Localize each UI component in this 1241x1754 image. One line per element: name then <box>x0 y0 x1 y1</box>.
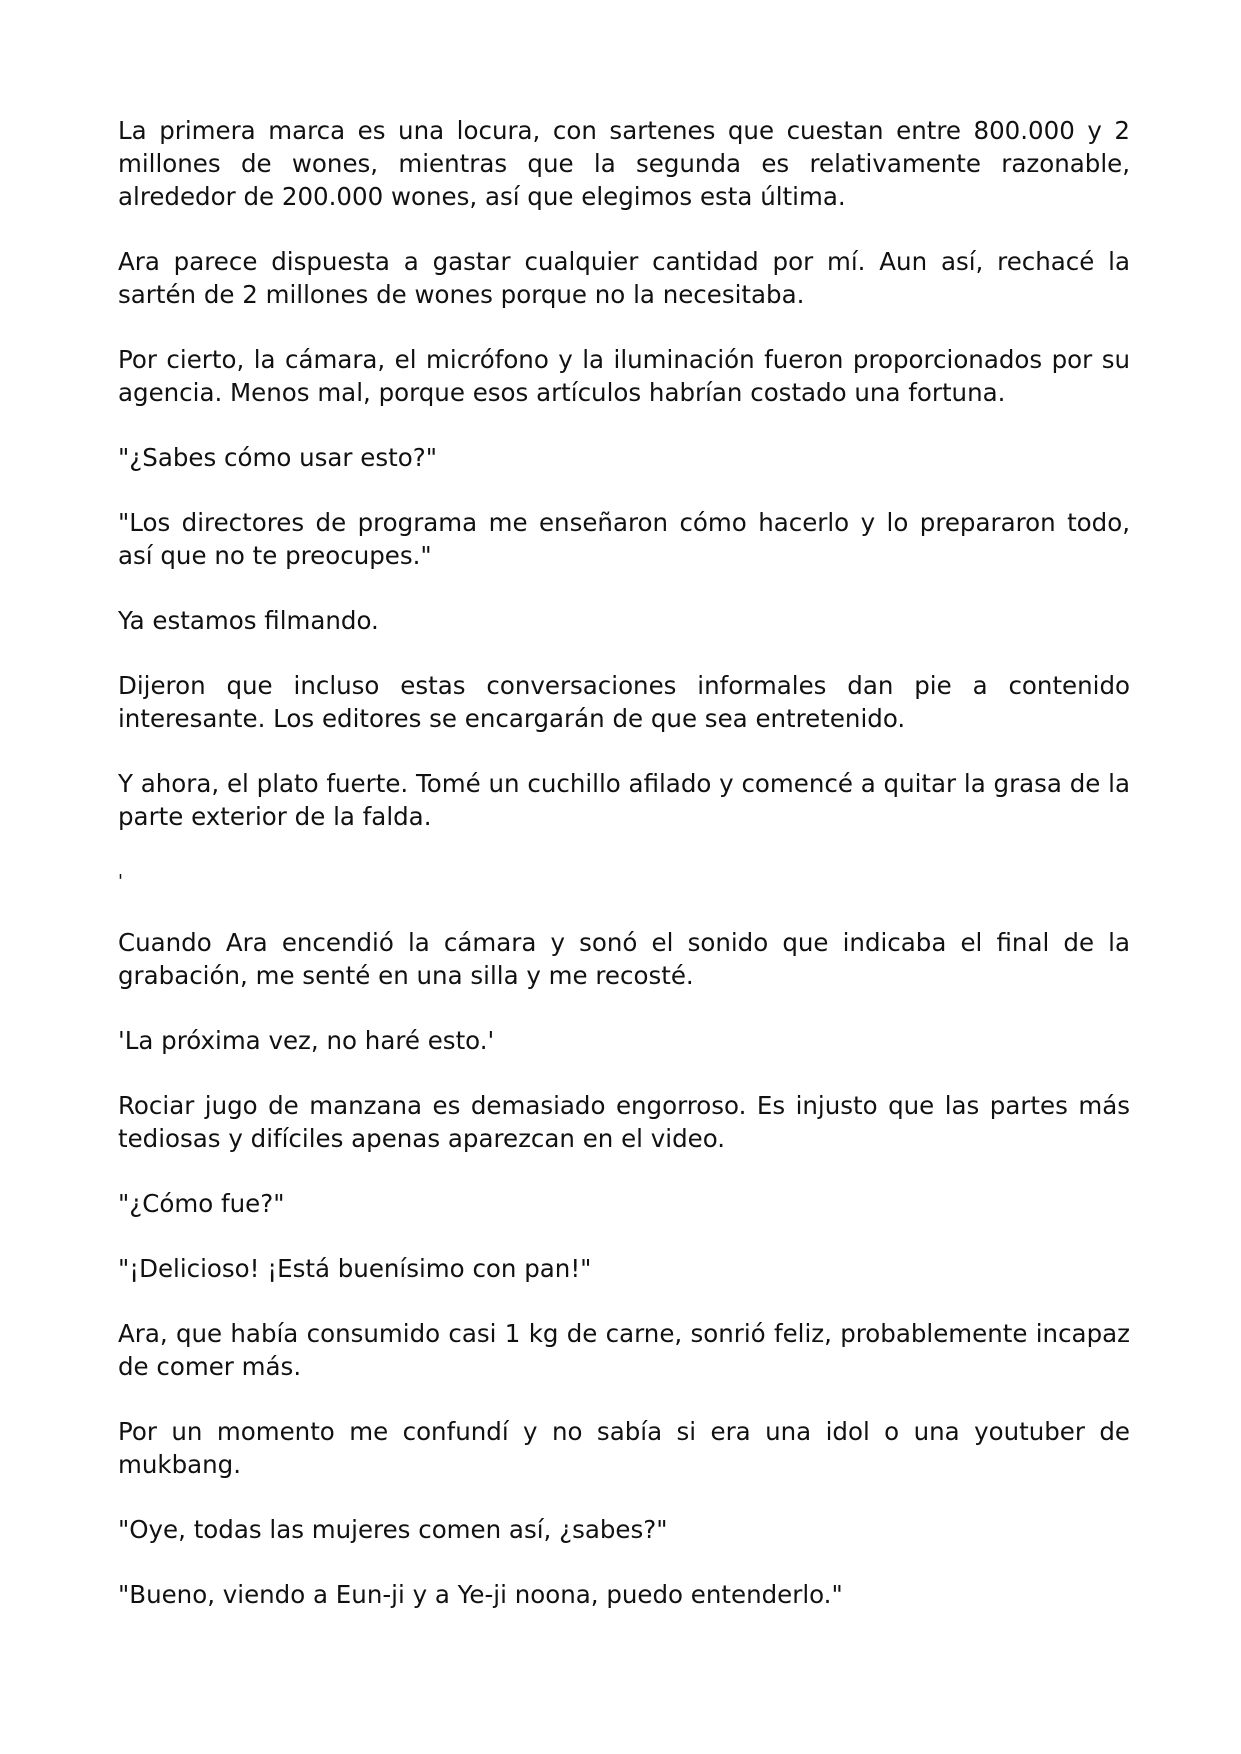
paragraph-4: "¿Sabes cómo usar esto?" <box>118 443 437 472</box>
paragraph-6: Ya estamos filmando. <box>118 606 379 635</box>
paragraph-17: "Oye, todas las mujeres comen así, ¿sabes?" <box>118 1515 668 1544</box>
paragraph-10: Cuando Ara encendió la cámara y sonó el sonido que indicaba el final de la grabación, me senté en una silla y me recosté. <box>118 928 1130 990</box>
paragraph-11: 'La próxima vez, no haré esto.' <box>118 1026 495 1055</box>
paragraph-7: Dijeron que incluso estas conversaciones informales dan pie a contenido interesante. Los editores se encargarán de que sea entretenido. <box>118 671 1130 733</box>
paragraph-12: Rociar jugo de manzana es demasiado engorroso. Es injusto que las partes más tediosas y difíciles apenas aparezcan en el video. <box>118 1091 1130 1153</box>
paragraph-8: Y ahora, el plato fuerte. Tomé un cuchillo afilado y comencé a quitar la grasa de la parte exterior de la falda. <box>118 769 1130 831</box>
paragraph-18: "Bueno, viendo a Eun-ji y a Ye-ji noona, puedo entenderlo." <box>118 1580 843 1609</box>
paragraph-5: "Los directores de programa me enseñaron cómo hacerlo y lo prepararon todo, así que no te preocupes." <box>118 508 1130 570</box>
paragraph-3: Por cierto, la cámara, el micrófono y la iluminación fueron proporcionados por su agencia. Menos mal, porque esos artículos habrían costado una fortuna. <box>118 345 1130 407</box>
paragraph-1: La primera marca es una locura, con sartenes que cuestan entre 800.000 y 2 millones de wones, mientras que la segunda es relativamente razonable, alrededor de 200.000 wones, así que elegimos esta última. <box>118 116 1130 211</box>
paragraph-14: "¡Delicioso! ¡Está buenísimo con pan!" <box>118 1254 592 1283</box>
paragraph-2: Ara parece dispuesta a gastar cualquier cantidad por mí. Aun así, rechacé la sartén de 2 millones de wones porque no la necesitaba. <box>118 247 1130 309</box>
document-body <box>118 114 1130 1643</box>
paragraph-13: "¿Cómo fue?" <box>118 1189 285 1218</box>
paragraph-16: Por un momento me confundí y no sabía si era una idol o una youtuber de mukbang. <box>118 1417 1130 1479</box>
paragraph-9-stray-mark: ' <box>118 871 123 892</box>
paragraph-15: Ara, que había consumido casi 1 kg de carne, sonrió feliz, probablemente incapaz de comer más. <box>118 1319 1130 1381</box>
